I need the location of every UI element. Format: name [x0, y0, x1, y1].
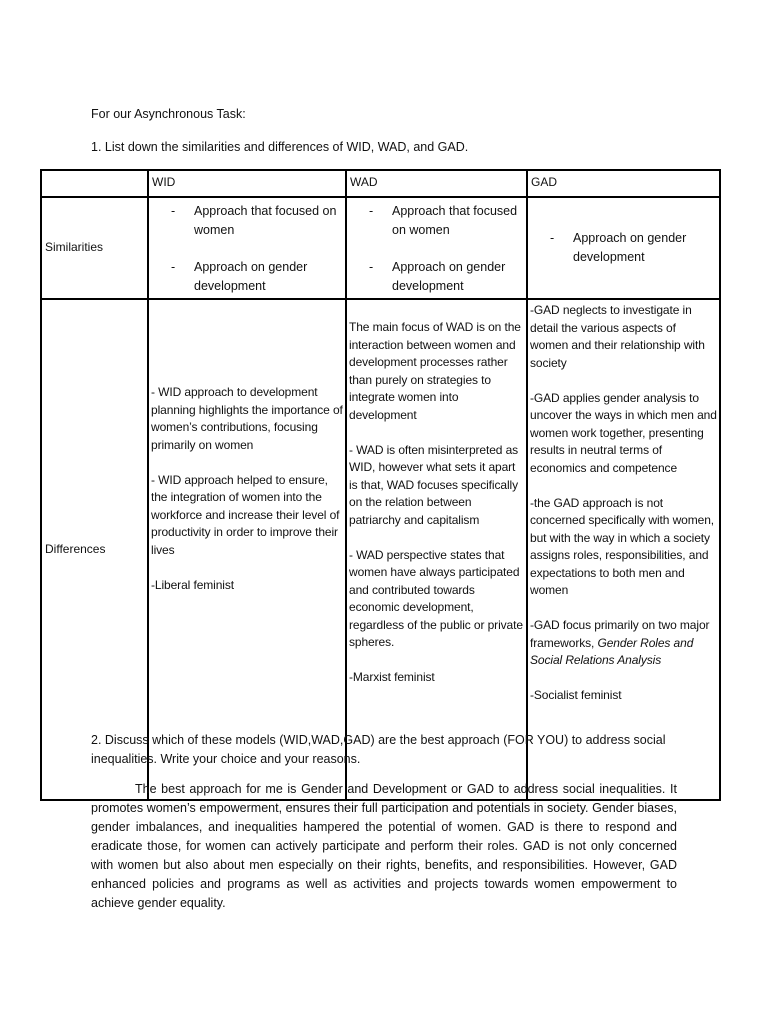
wad-differences: [346, 299, 527, 800]
differences-label: Differences: [41, 299, 148, 800]
list-item: - Approach on gender development: [369, 260, 506, 293]
wad-diff-4: -Marxist feminist: [349, 670, 435, 684]
question-2: 2. Discuss which of these models (WID,WAD,GAD) are the best approach (FOR YOU) to address social inequalities. Write your choice and your reasons.: [91, 733, 666, 766]
wid-similarities: [148, 197, 346, 299]
task-heading: For our Asynchronous Task:: [91, 107, 246, 121]
gad-diff-4: -GAD focus primarily on two major frameworks, Gender Roles and Social Relations Analysis: [530, 618, 710, 667]
gad-frameworks: Gender Roles and Social Relations Analysis: [530, 635, 694, 667]
gad-diff-5: -Socialist feminist: [530, 688, 622, 702]
gad-differences: [527, 299, 720, 800]
wid-differences: [148, 299, 346, 800]
wid-diff-1: - WID approach to development planning highlights the importance of women’s contributions, focusing primarily on women: [151, 385, 343, 452]
wad-similarities: [346, 197, 527, 299]
comparison-table: [40, 169, 721, 801]
answer-paragraph: The best approach for me is Gender and Development or GAD to address social inequalities. It promotes women’s empowerment, ensures their full participation and potentials in society. Gender biases, gender imbalances, and inequalities hampered the potential of women. GAD is there to respond and eradicate those, for women can actively participate and perform their roles. GAD is not only concerned with women but also about men especially on their rights, benefits, and responsibilities. However, GAD enhanced policies and programs as well as activities and projects towards women empowerment to achieve gender equality.: [91, 782, 677, 910]
differences-row: [41, 299, 720, 800]
list-item: - Approach on gender development: [550, 231, 687, 264]
gad-diff-1: -GAD neglects to investigate in detail the various aspects of women and their relationship with society: [530, 303, 705, 370]
list-item: - Approach on gender development: [171, 260, 308, 293]
header-wid: WID: [148, 170, 346, 197]
gad-diff-2: -GAD applies gender analysis to uncover the ways in which men and women work together, presenting results in neutral terms of economics and competence: [530, 390, 717, 475]
wad-diff-3: - WAD perspective states that women have always participated and contributed towards economic development, regardless of the public or private spheres.: [349, 547, 523, 649]
header-gad: GAD: [527, 170, 720, 197]
wid-diff-2: - WID approach helped to ensure, the integration of women into the workforce and increase their level of productivity in order to improve their lives: [151, 472, 340, 557]
wid-diff-3: -Liberal feminist: [151, 577, 234, 592]
wad-diff-1: The main focus of WAD is on the interaction between women and development processes rather than purely on strategies to integrate women into development: [349, 320, 521, 422]
list-item: - Approach that focused on women: [369, 204, 518, 237]
list-item: - Approach that focused on women: [171, 204, 337, 237]
wad-diff-2: - WAD is often misinterpreted as WID, however what sets it apart is that, WAD focuses specifically on the relation between patriarchy and capitalism: [349, 442, 519, 527]
gad-diff-3: -the GAD approach is not concerned specifically with women, but with the way in which a society assigns roles, responsibilities, and expectations to both men and women: [530, 495, 715, 597]
question-1: 1. List down the similarities and differences of WID, WAD, and GAD.: [91, 140, 469, 154]
header-wad: WAD: [346, 170, 527, 197]
gad-similarities: [527, 197, 720, 299]
table-header-row: [41, 170, 720, 197]
header-empty: [41, 170, 148, 197]
similarities-label: Similarities: [41, 197, 148, 299]
similarities-row: [41, 197, 720, 299]
